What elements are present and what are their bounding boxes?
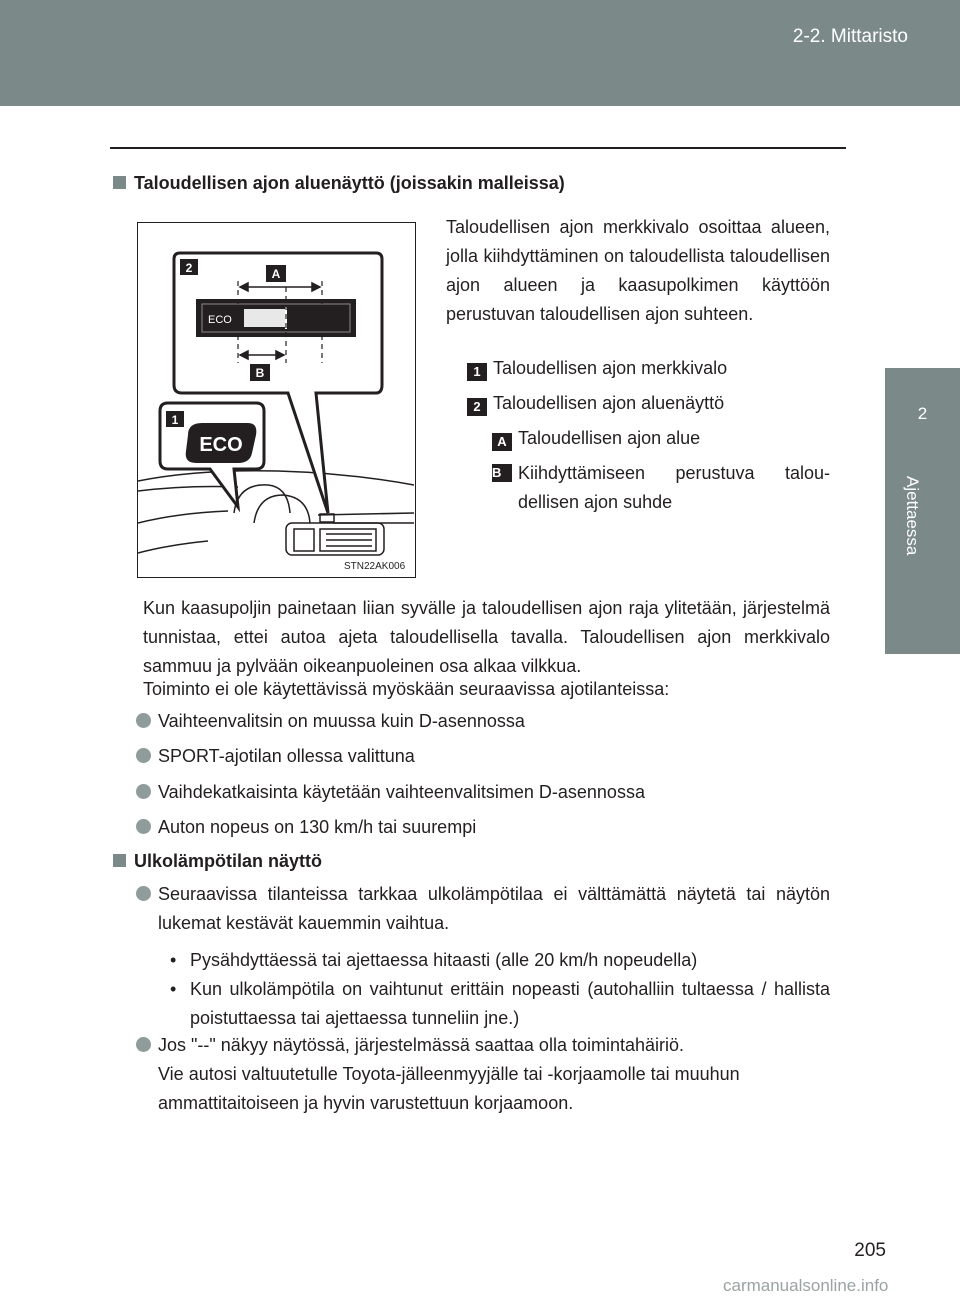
eco-intro-text: Taloudellisen ajon merkkivalo osoittaa alueen, jolla kiihdyttäminen on taloudellista taloudellisen ajon alueen ja kaasupolkimen käyttöön perustuvan taloudellisen ajon suhteen. <box>446 217 830 324</box>
eco-display-illustration <box>137 222 416 578</box>
list-item: SPORT-ajotilan ollessa valittuna <box>136 742 830 771</box>
page-number: 205 <box>854 1240 886 1261</box>
chapter-label: Ajettaessa <box>903 476 922 556</box>
bullet-dot-icon <box>136 886 151 901</box>
page-header <box>0 0 960 106</box>
bullet-dot-icon <box>136 784 151 799</box>
section-title: 2-2. Mittaristo <box>792 26 908 47</box>
list-item: Seuraavissa tilanteissa tarkkaa ulkolämpötilaa ei välttämättä näytetä tai näytön lukemat kestävät kauemmin vaihtua. <box>136 880 830 938</box>
legend-item-1: 1 Taloudellisen ajon merkkivalo <box>467 354 727 383</box>
eco-large-label: ECO <box>199 434 243 456</box>
badge-1: 1 <box>467 363 487 381</box>
eco-body-text: Kun kaasupoljin painetaan liian syvälle ja taloudellisen ajon raja ylitetään, järjestelmä tunnistaa, ettei autoa ajeta taloudellisella tavalla. Taloudellisen ajon merkkivalo sammuu ja pylvään oikeanpuoleinen osa alkaa vilkkua. <box>143 598 830 676</box>
list-item: Jos "--" näkyy näytössä, järjestelmässä saattaa olla toimintahäiriö. <box>136 1031 830 1060</box>
chapter-tab-label-area <box>885 462 960 654</box>
legend-item-2: 2 Taloudellisen ajon aluenäyttö <box>467 389 724 418</box>
section-heading-eco: Taloudellisen ajon aluenäyttö (joissakin malleissa) <box>113 173 565 194</box>
figure-label-b: B <box>255 366 265 380</box>
list-item: Vaihdekatkaisinta käytetään vaihteenvalitsimen D-asennossa <box>136 778 830 807</box>
bullet-dot-icon <box>136 748 151 763</box>
legend-item-b: B Kiihdyttämiseen perustuva talou-dellisen ajon suhde <box>492 463 830 512</box>
list-item: Auton nopeus on 130 km/h tai suurempi <box>136 813 830 842</box>
legend-item-a: A Taloudellisen ajon alue <box>492 424 700 453</box>
sub-list-item: • Kun ulkolämpötila on vaihtunut erittäin nopeasti (autohalliin tultaessa / hallista poistuttaessa tai ajettaessa tunneliin jne.) <box>170 979 830 1028</box>
list-item-continuation: Vie autosi valtuutetulle Toyota-jälleenmyyjälle tai -korjaamolle tai muuhun ammattitaitoiseen ja hyvin varustettuun korjaamoon. <box>158 1064 740 1113</box>
figure-label-a: A <box>271 267 281 281</box>
bullet-dot-icon <box>136 1037 151 1052</box>
figure-label-2: 2 <box>185 261 193 275</box>
dashboard-illustration <box>138 223 414 576</box>
figure-label-1: 1 <box>171 413 179 427</box>
bullet-dot-icon <box>136 819 151 834</box>
sub-list-item: • Pysähdyttäessä tai ajettaessa hitaasti (alle 20 km/h nopeudella) <box>170 950 698 970</box>
chapter-tab <box>885 368 960 462</box>
square-bullet-icon <box>113 176 126 189</box>
eco-small-label: ECO <box>208 314 232 326</box>
badge-b: B <box>492 464 512 482</box>
top-divider <box>110 147 846 149</box>
list-item: Vaihteenvalitsin on muussa kuin D-asennossa <box>136 707 830 736</box>
figure-code: STN22AK006 <box>344 561 406 572</box>
bullet-dot-icon <box>136 713 151 728</box>
badge-a: A <box>492 433 512 451</box>
square-bullet-icon <box>113 854 126 867</box>
eco-body-text-2: Toiminto ei ole käytettävissä myöskään seuraavissa ajotilanteissa: <box>143 679 670 699</box>
chapter-number: 2 <box>917 404 928 423</box>
watermark: carmanualsonline.info <box>723 1276 889 1295</box>
section-heading-outside-temp: Ulkolämpötilan näyttö <box>113 851 322 872</box>
badge-2: 2 <box>467 398 487 416</box>
